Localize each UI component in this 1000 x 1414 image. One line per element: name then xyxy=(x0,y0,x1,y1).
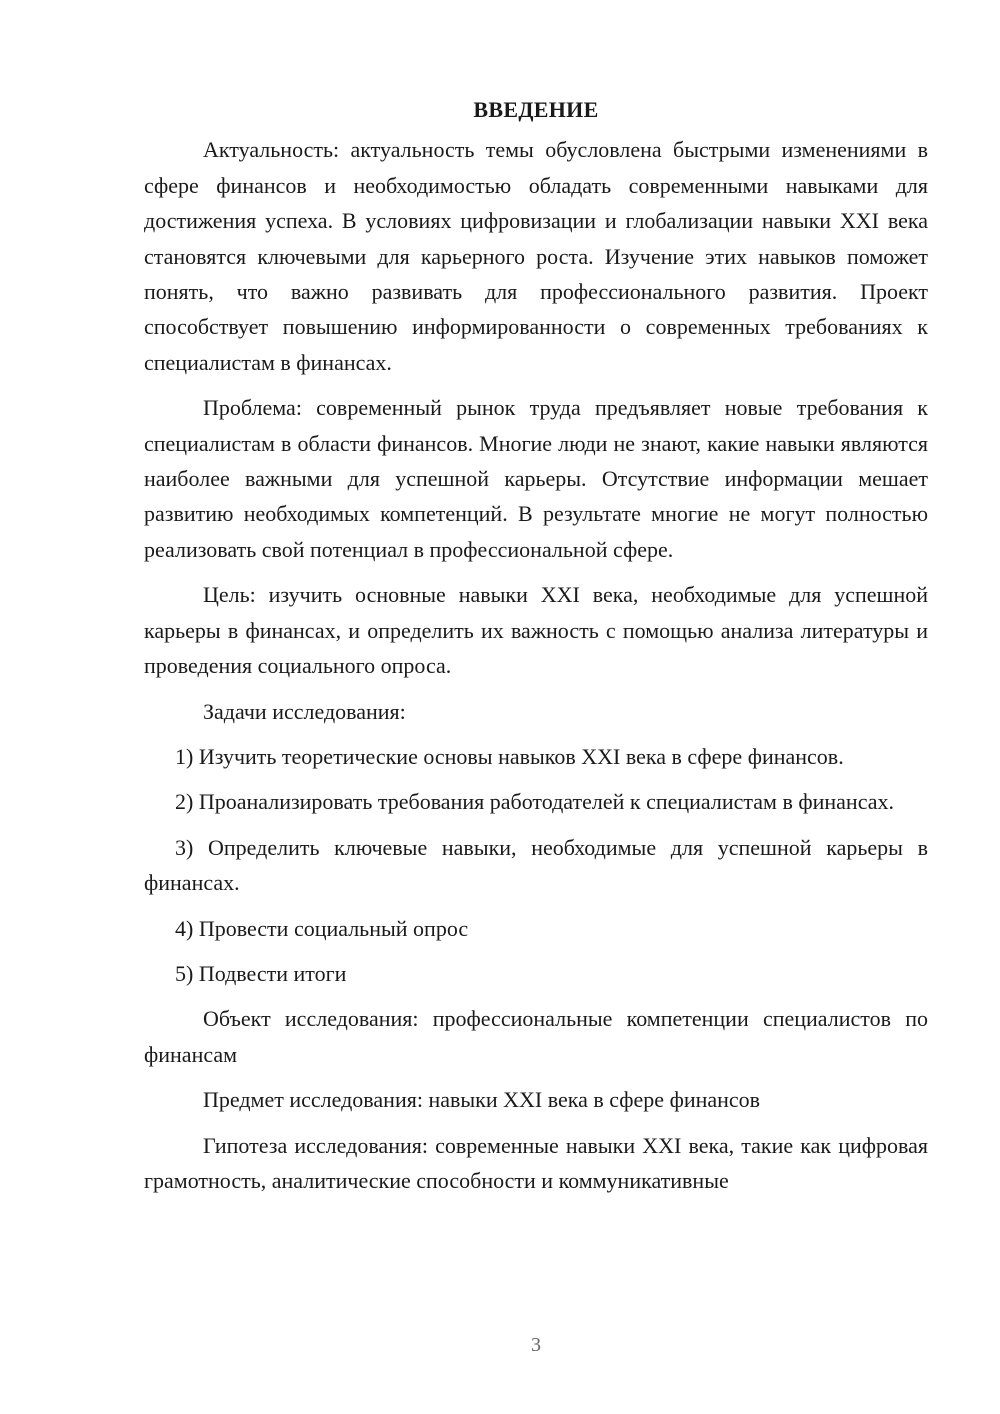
page-content xyxy=(144,92,928,1208)
task-item-1: 1) Изучить теоретические основы навыков XXI века в сфере финансов. xyxy=(175,743,844,769)
section-title: ВВЕДЕНИЕ xyxy=(473,97,599,122)
task-item-5: 5) Подвести итоги xyxy=(175,960,347,986)
relevance-paragraph: Актуальность: актуальность темы обусловлена быстрыми изменениями в сфере финансов и необходимостью обладать современными навыками для достижения успеха. В условиях цифровизации и глобализации навыки XXI века становятся ключевыми для карьерного роста. Изучение этих навыков поможет понять, что важно развивать для профессионального развития. Проект способствует повышению информированности о современных требованиях к специалистам в финансах. xyxy=(144,137,928,375)
problem-paragraph: Проблема: современный рынок труда предъявляет новые требования к специалистам в области финансов. Многие люди не знают, какие навыки являются наиболее важными для успешной карьеры. Отсутствие информации мешает развитию необходимых компетенций. В результате многие не могут полностью реализовать свой потенциал в профессиональной сфере. xyxy=(144,395,928,562)
research-object-paragraph: Объект исследования: профессиональные компетенции специалистов по финансам xyxy=(144,1006,928,1067)
task-item-3: 3) Определить ключевые навыки, необходимые для успешной карьеры в финансах. xyxy=(144,834,928,896)
hypothesis-paragraph: Гипотеза исследования: современные навыки XXI века, такие как цифровая грамотность, аналитические способности и коммуникативные xyxy=(144,1132,928,1193)
tasks-heading: Задачи исследования: xyxy=(203,698,406,724)
research-subject-paragraph: Предмет исследования: навыки XXI века в сфере финансов xyxy=(203,1087,761,1113)
page-number: 3 xyxy=(531,1334,541,1356)
goal-paragraph: Цель: изучить основные навыки XXI века, необходимые для успешной карьеры в финансах, и определить их важность с помощью анализа литературы и проведения социального опроса. xyxy=(144,582,928,679)
task-item-2: 2) Проанализировать требования работодателей к специалистам в финансах. xyxy=(175,789,894,815)
task-item-4: 4) Провести социальный опрос xyxy=(175,915,469,941)
